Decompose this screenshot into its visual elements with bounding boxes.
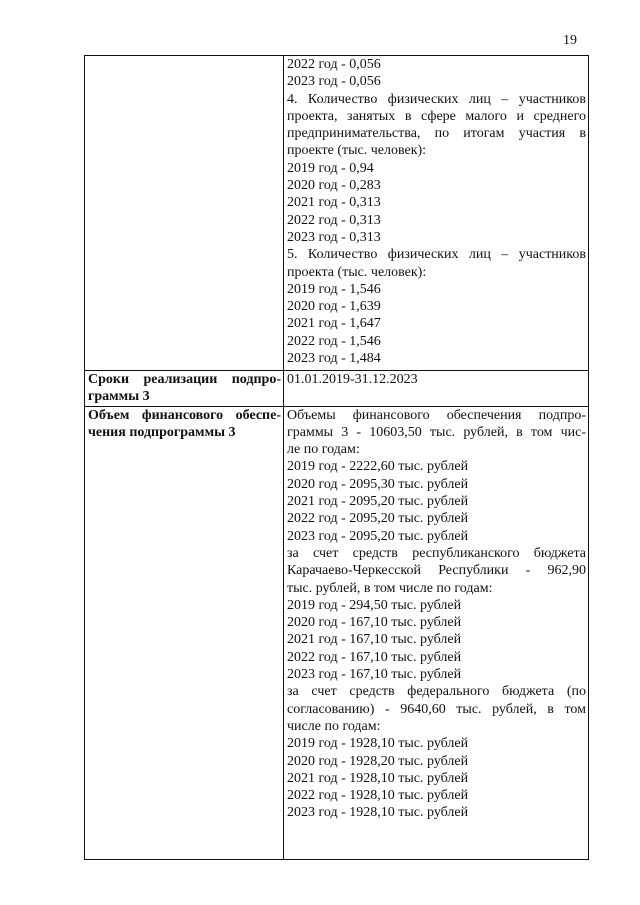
value-line: проекта, занятых в сфере малого и среднего <box>287 108 586 124</box>
subprogram-passport-table <box>84 55 589 860</box>
value-line: 2023 год - 167,10 тыс. рублей <box>287 667 462 683</box>
value-line: 2021 год - 0,313 <box>287 195 381 211</box>
value-line: 2019 год - 0,94 <box>287 160 374 176</box>
value-line: 2022 год - 0,056 <box>287 57 381 72</box>
value-line: 2020 год - 1928,20 тыс. рублей <box>287 753 469 769</box>
value-line: граммы 3 - 10603,50 тыс. рублей, в том чис- <box>287 424 586 440</box>
value-line: 2023 год - 0,313 <box>287 229 381 245</box>
value-line: 2021 год - 167,10 тыс. рублей <box>287 632 462 648</box>
value-line: 01.01.2019-31.12.2023 <box>287 372 418 387</box>
value-line: 2023 год - 1,484 <box>287 351 381 367</box>
value-line: 2021 год - 1,647 <box>287 316 381 332</box>
table-row-indicators <box>85 56 589 371</box>
value-line: согласованию) - 9640,60 тыс. рублей, в том <box>287 701 586 717</box>
value-line: 2022 год - 167,10 тыс. рублей <box>287 649 462 665</box>
period-value-cell <box>284 371 589 407</box>
indicators-label-cell <box>85 56 284 371</box>
financing-label-cell <box>85 406 284 859</box>
value-line: 2021 год - 1928,10 тыс. рублей <box>287 770 469 786</box>
value-line: 2022 год - 1,546 <box>287 333 381 349</box>
value-line: 2019 год - 1,546 <box>287 281 381 297</box>
value-line: 2020 год - 0,283 <box>287 178 381 194</box>
value-line: 4. Количество физических лиц – участников <box>287 91 586 107</box>
value-line: 2019 год - 1928,10 тыс. рублей <box>287 736 469 752</box>
value-line: 2022 год - 1928,10 тыс. рублей <box>287 788 469 804</box>
page-number: 19 <box>563 33 577 48</box>
table-row-financing <box>85 406 589 859</box>
indicators-value-cell <box>284 56 589 371</box>
label-line: Сроки реализации подпро- <box>88 372 281 387</box>
value-line: 2022 год - 0,313 <box>287 212 381 228</box>
value-line: 2019 год - 2222,60 тыс. рублей <box>287 459 469 475</box>
value-line: 2021 год - 2095,20 тыс. рублей <box>287 494 469 510</box>
value-line: ле по годам: <box>287 442 360 458</box>
value-line: Объемы финансового обеспечения подпро- <box>287 407 586 423</box>
table-row-period <box>85 371 589 407</box>
label-line: чения подпрограммы 3 <box>88 424 236 440</box>
value-line: Карачаево-Черкесской Республики - 962,90 <box>287 563 586 579</box>
value-line: проекте (тыс. человек): <box>287 143 427 159</box>
value-line: 2023 год - 0,056 <box>287 74 381 90</box>
label-line: граммы 3 <box>88 389 150 405</box>
value-line: предпринимательства, по итогам участия в <box>287 126 586 142</box>
value-line: 2022 год - 2095,20 тыс. рублей <box>287 511 469 527</box>
label-line: Объем финансового обеспе- <box>88 407 281 423</box>
value-line: 5. Количество физических лиц – участников <box>287 247 586 263</box>
value-line: за счет средств федерального бюджета (по <box>287 684 586 700</box>
period-label-cell <box>85 371 284 407</box>
financing-value-cell <box>284 406 589 859</box>
value-line: 2020 год - 167,10 тыс. рублей <box>287 615 462 631</box>
value-line: 2023 год - 2095,20 тыс. рублей <box>287 528 469 544</box>
value-line: 2020 год - 2095,30 тыс. рублей <box>287 476 469 492</box>
value-line: 2019 год - 294,50 тыс. рублей <box>287 597 462 613</box>
value-line: числе по годам: <box>287 718 381 734</box>
value-line: тыс. рублей, в том числе по годам: <box>287 580 493 596</box>
value-line: 2020 год - 1,639 <box>287 299 381 315</box>
value-line: 2023 год - 1928,10 тыс. рублей <box>287 805 469 821</box>
value-line: за счет средств республиканского бюджета <box>287 545 586 561</box>
value-line: проекта (тыс. человек): <box>287 264 427 280</box>
